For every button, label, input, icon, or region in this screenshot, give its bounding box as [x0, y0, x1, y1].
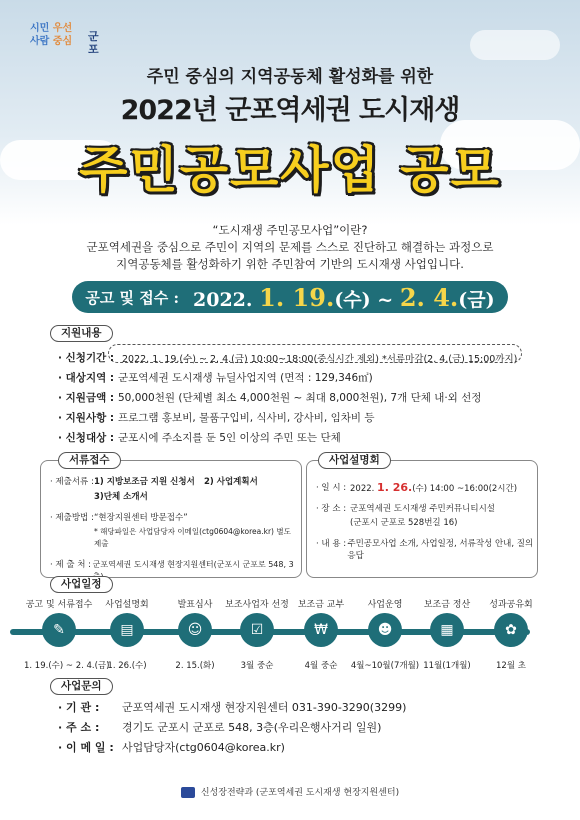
schedule-step: 보조금 정산 ▦ 11월(1개월) [423, 600, 471, 671]
application-period-banner: 공고 및 접수 : 2022. 1. 19.(수) ~ 2. 4.(금) [72, 281, 508, 313]
group-icon: ✿ [494, 613, 528, 647]
speech-icon: ☺ [178, 613, 212, 647]
people-icon: ☻ [368, 613, 402, 647]
schedule-step: 발표심사 ☺ 2. 15.(화) [175, 600, 215, 671]
money-icon: ₩ [304, 613, 338, 647]
city-logo-icon [181, 787, 195, 798]
briefing-content: · 일 시 : 2022. 1. 26.(수) 14:00 ~16:00(2시간) · 장 소 : 군포역세권 도시재생 주민커뮤니티시설 (군포시 군포로 528번길 16) · 내 용 : 주민공모사업 소개, 사업일정, 서류작성 안내, 질의응답 [316, 481, 534, 561]
intro-text: “도시재생 주민공모사업”이란? 군포역세권을 중심으로 주민이 지역의 문제를 스스로 진단하고 해결하는 과정으로 지역공동체를 활성화하기 위한 주민참여 기반의 도시재생 사업입니다. [86, 223, 494, 271]
list-item: · 대상지역 : 군포역세권 도시재생 뉴딜사업지역 (면적 : 129,346㎡) [58, 372, 373, 384]
section-heading-docs: 서류접수 [58, 452, 121, 469]
section-heading-inquiry: 사업문의 [50, 678, 113, 695]
schedule-step: 성과공유회 ✿ 12월 초 [489, 600, 533, 671]
list-item: · 이 메 일 : 사업담당자(ctg0604@korea.kr) [58, 740, 285, 754]
docs-content: · 제출서류 : 1) 지방보조금 지원 신청서 2) 사업계획서 3)단체 소개서 · 제출방법 : “현장지원센터 방문접수” * 해당파일은 사업담당자 이메일(ctg0604@korea.kr) 별도 제출 · 제 출 처 : 군포역세권 도시재생 현장지원센터(군포시 군포로 548, 3 [50, 477, 294, 570]
section-heading-support: 지원내용 [50, 325, 113, 342]
title-year: 2022년 군포역세권 도시재생 [120, 95, 460, 126]
list-item: · 주 소 : 경기도 군포시 군포로 548, 3층(우리은행사거리 일원) [58, 720, 382, 734]
list-item: · 지원사항 : 프로그램 홍보비, 물품구입비, 식사비, 강사비, 임차비 등 [58, 412, 375, 424]
document-icon: ✎ [42, 613, 76, 647]
schedule-step: 사업운영 ☻ 4월~10월(7개월) [350, 600, 420, 671]
schedule-step: 공고 및 서류접수 ✎ 1. 19.(수) ~ 2. 4.(금) [24, 600, 110, 671]
schedule-step: 보조사업자 선정 ☑ 3월 중순 [225, 600, 289, 671]
checklist-icon: ☑ [240, 613, 274, 647]
schedule-step: 보조금 교부 ₩ 4월 중순 [297, 600, 345, 671]
main-title: 주민공모사업 공모 [79, 141, 501, 199]
inquiry-list [58, 697, 406, 757]
city-slogan-logo: 시민 우선 사람 중심 군포 [30, 23, 99, 56]
subtitle: 주민 중심의 지역공동체 활성화를 위한 [146, 67, 434, 87]
footer: 신성장전략과 (군포역세권 도시재생 현장지원센터) [0, 785, 580, 798]
presentation-icon: ▤ [110, 613, 144, 647]
calculator-icon: ▦ [430, 613, 464, 647]
list-item: · 지원금액 : 50,000천원 (단체별 최소 4,000천원 ~ 최대 8,000천원), 7개 단체 내·외 선정 [58, 392, 482, 404]
support-list [58, 348, 538, 448]
list-item: · 신청대상 : 군포시에 주소지를 둔 5인 이상의 주민 또는 단체 [58, 432, 341, 444]
list-item: · 기 관 : 군포역세권 도시재생 현장지원센터 031-390-3290(3299) [58, 700, 407, 714]
section-heading-briefing: 사업설명회 [318, 452, 391, 469]
cloud-decoration [470, 30, 560, 60]
schedule-step: 사업설명회 ▤ 1. 26.(수) [105, 600, 149, 671]
list-item: · 신청기간 : 2022. 1. 19.(수) ~ 2. 4.(금) 10:00~18:00(중식시간 제외) *서류마감(2. 4.(금) 15:00까지) [58, 352, 518, 365]
section-heading-schedule: 사업일정 [50, 576, 113, 593]
